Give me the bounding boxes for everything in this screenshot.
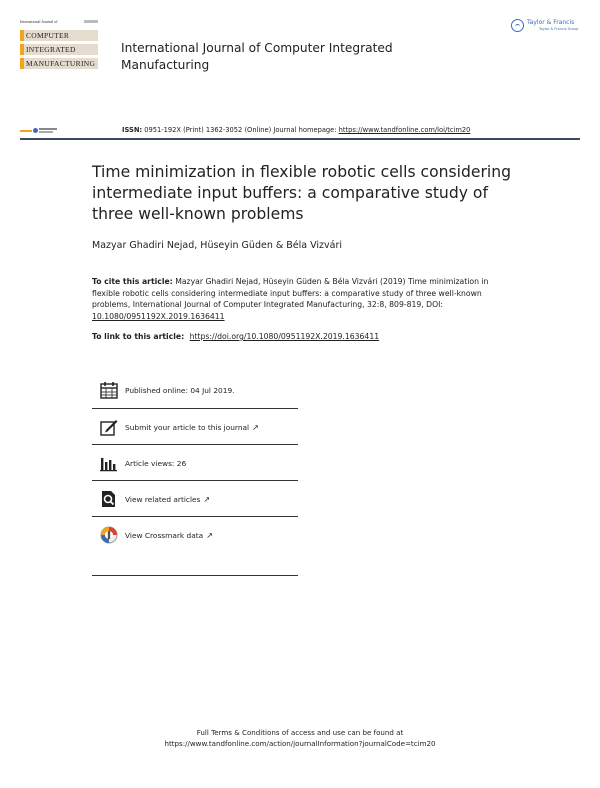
citation-text: Mazyar Ghadiri Nejad, Hüseyin Güden & Béla Vizvári (2019) Time minimization in flexible robotic cells considering intermediate input buffers: a comparative study of three well-known problems, International Journal of Computer Integrated Manufacturing, 32:8, 809-819, DOI: — [92, 277, 489, 309]
citation-label: To cite this article: — [92, 277, 173, 286]
header-divider — [20, 138, 580, 140]
publisher-logo — [511, 17, 586, 39]
submit-article-row[interactable] — [92, 409, 298, 445]
link-label: To link to this article: — [92, 332, 185, 341]
journal-title: International Journal of Computer Integrated Manufacturing — [121, 41, 393, 72]
external-link-icon: ↗ — [206, 531, 213, 540]
bar-chart-icon — [100, 454, 118, 472]
doi-link[interactable]: 10.1080/0951192X.2019.1636411 — [92, 311, 225, 321]
issn-label: ISSN: — [122, 126, 143, 134]
cover-band-label: INTEGRATED — [26, 45, 76, 54]
search-document-icon — [100, 490, 118, 508]
submit-article-label[interactable]: Submit your article to this journal ↗ — [125, 423, 259, 432]
cover-band — [20, 58, 98, 69]
article-doi-url-link[interactable]: https://doi.org/10.1080/0951192X.2019.1636411 — [189, 332, 380, 341]
article-link-block — [92, 331, 379, 342]
crossmark-icon — [100, 526, 118, 544]
cover-band-label: MANUFACTURING — [26, 59, 96, 68]
calendar-icon — [100, 381, 118, 399]
footer-terms-text: Full Terms & Conditions of access and use can be found at — [196, 728, 404, 737]
journal-cover-thumbnail — [20, 20, 98, 72]
published-online-label: Published online: 04 Jul 2019. — [125, 386, 235, 395]
external-link-icon: ↗ — [252, 423, 259, 432]
crossmark-row[interactable] — [92, 517, 298, 576]
issn-value: 0951-192X (Print) 1362-3052 (Online) Journal homepage: — [144, 126, 337, 134]
issn-line — [122, 126, 470, 135]
edit-icon — [100, 418, 118, 436]
citation-block — [92, 276, 512, 322]
footer-journal-info-link[interactable]: https://www.tandfonline.com/action/journalInformation?journalCode=tcim20 — [164, 739, 436, 748]
article-authors: Mazyar Ghadiri Nejad, Hüseyin Güden & Béla Vizvári — [92, 240, 343, 251]
small-publisher-logo — [20, 128, 58, 134]
crossmark-label[interactable]: View Crossmark data ↗ — [125, 531, 213, 540]
published-online-row — [92, 372, 298, 409]
publisher-logo-tagline: Taylor & Francis Group — [539, 27, 579, 31]
cover-small-text: International Journal of — [20, 19, 58, 24]
cover-publisher-mark — [84, 20, 98, 23]
cover-band — [20, 44, 98, 55]
related-articles-label[interactable]: View related articles ↗ — [125, 495, 211, 504]
cover-band — [20, 30, 98, 41]
related-articles-row[interactable] — [92, 481, 298, 517]
cover-band-label: COMPUTER — [26, 31, 70, 40]
article-views-label: Article views: 26 — [125, 459, 187, 468]
publisher-logo-name: Taylor & Francis — [527, 19, 575, 26]
external-link-icon: ↗ — [203, 495, 211, 504]
article-views-row — [92, 445, 298, 481]
footer — [100, 727, 500, 749]
publisher-logo-icon — [511, 19, 524, 32]
journal-homepage-link[interactable]: https://www.tandfonline.com/loi/tcim20 — [338, 126, 471, 134]
article-title: Time minimization in flexible robotic cells considering intermediate input buffers: a comparative study of three well-known problems — [92, 163, 512, 223]
